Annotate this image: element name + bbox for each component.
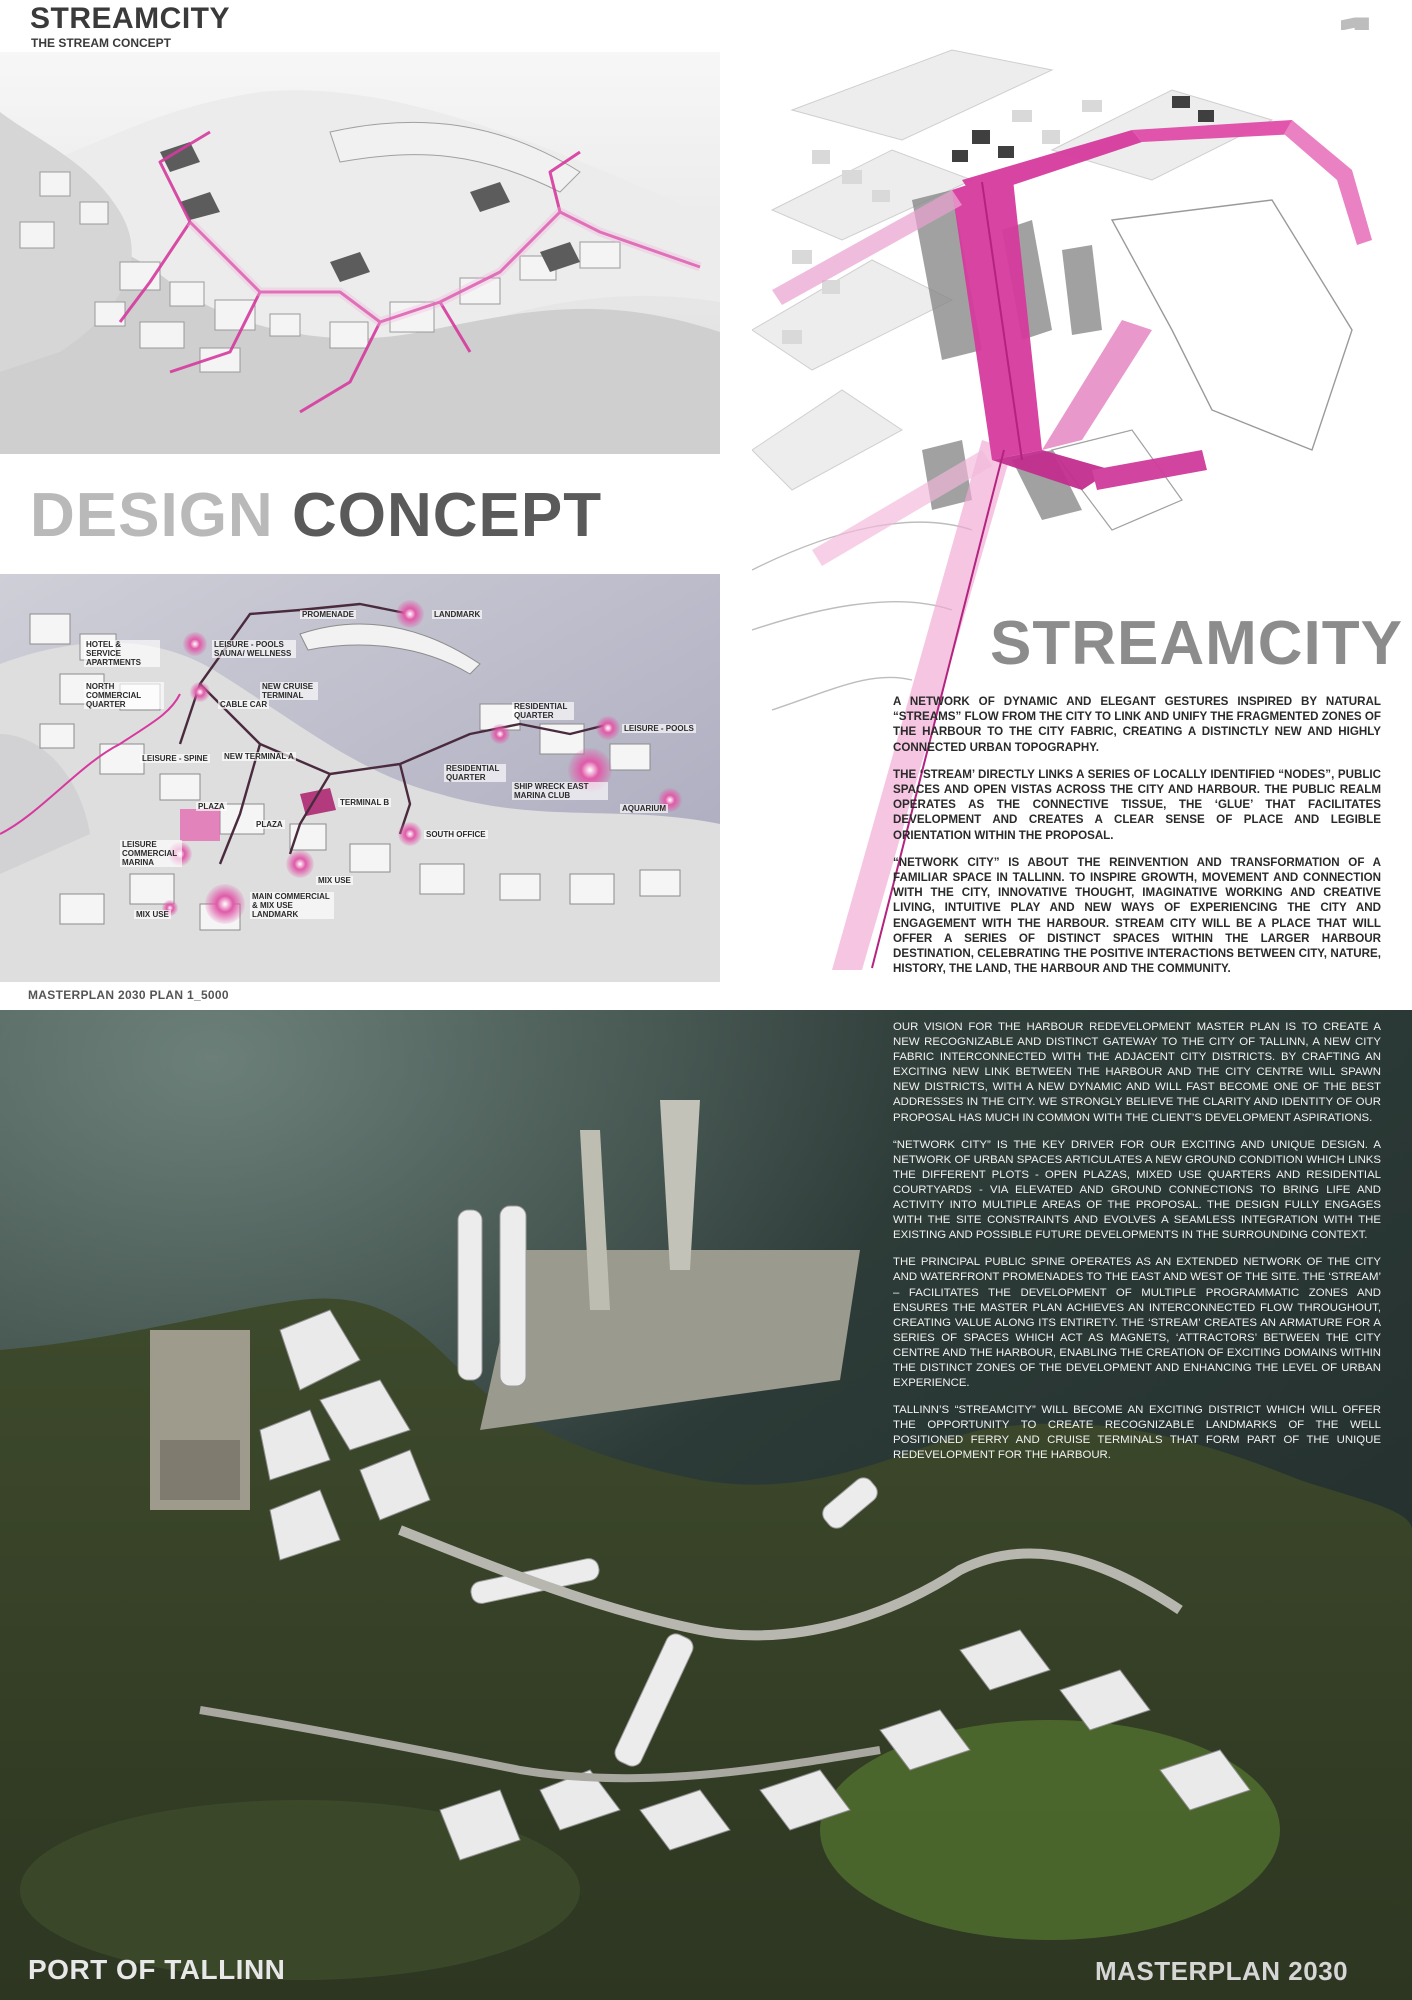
design-concept-word-2: CONCEPT <box>291 481 603 550</box>
design-concept-word-1: DESIGN <box>30 481 274 550</box>
aerial-paragraph: THE PRINCIPAL PUBLIC SPINE OPERATES AS AN EXTENDED NETWORK OF THE CITY AND WATERFRONT PROMENADES TO THE EAST AND WEST OF THE SITE. THE ‘STREAM’ – FACILITATES THE DEVELOPMENT OF MULTIPLE PROGRAMMATIC ZONES AND ENSURES THE MASTER PLAN ACHIEVES AN INTERCONNECTED FLOW THROUGHOUT, CREATING VALUE ALONG ITS ENTIRETY. THE ‘STREAM’ CREATES AN ARMATURE FOR A SERIES OF SPACES WHICH ACT AS MAGNETS, ‘ATTRACTORS’ BETWEEN THE CITY CENTRE AND THE HARBOUR, ENABLING THE CREATION OF EXCITING DOMAINS WITHIN THE DISTINCT ZONES OF THE DEVELOPMENT AND ENHANCING THE LEVEL OF URBAN EXPERIENCE. <box>893 1256 1381 1390</box>
diagram-label: RESIDENTIAL QUARTER <box>444 764 506 782</box>
diagram-label: NEW TERMINAL A <box>224 752 294 761</box>
diagram-label: NEW CRUISE TERMINAL <box>260 682 318 700</box>
diagram-label: RESIDENTIAL QUARTER <box>512 702 574 720</box>
diagram-label: PROMENADE <box>302 610 355 619</box>
diagram-label: LEISURE - POOLS SAUNA/ WELLNESS <box>212 640 296 658</box>
aerial-paragraph: TALLINN’S “STREAMCITY” WILL BECOME AN EXCITING DISTRICT WHICH WILL OFFER THE OPPORTUNITY TO CREATE RECOGNIZABLE LANDMARKS OF THE WELL POSITIONED FERRY AND CRUISE TERMINALS THAT FORM PART OF THE UNIQUE REDEVELOPMENT FOR THE HARBOUR. <box>893 1404 1381 1462</box>
diagram-label: PLAZA <box>198 802 225 811</box>
streamcity-paragraph: THE ‘STREAM’ DIRECTLY LINKS A SERIES OF LOCALLY IDENTIFIED “NODES”, PUBLIC SPACES AND OPEN VISTAS ACROSS THE CITY AND HARBOUR. THE PUBLIC REALM OPERATES AS THE CONNECTIVE TISSUE, THE ‘GLUE’ THAT FACILITATES DEVELOPMENT AND CREATES A CLEAR SENSE OF PLACE AND LEGIBLE ORIENTATION WITHIN THE PROPOSAL. <box>893 767 1381 842</box>
masterplan-caption: MASTERPLAN 2030 PLAN 1_5000 <box>28 988 229 1002</box>
diagram-label: SHIP WRECK EAST MARINA CLUB <box>512 782 608 800</box>
diagram-label: CABLE CAR <box>220 700 268 709</box>
streamcity-paragraph: “NETWORK CITY” IS ABOUT THE REINVENTION AND TRANSFORMATION OF A FAMILIAR SPACE IN TALLINN. TO INSPIRE GROWTH, MOVEMENT AND CONNECTION WITH THE CITY, INNOVATIVE THOUGHT, IMAGINATIVE WORKING AND CREATIVE LIVING, INTUITIVE PLAY AND NEW WAYS OF EXPERIENCING THE CITY AND ENGAGEMENT WITH THE HARBOUR. STREAM CITY WILL BE A PLACE THAT WILL OFFER A SERIES OF DISTINCT SPACES WITHIN THE LARGER HARBOUR DESTINATION, CELEBRATING THE POSITIVE INTERACTIONS BETWEEN CITY, NATURE, HISTORY, THE LAND, THE HARBOUR AND THE COMMUNITY. <box>893 855 1381 976</box>
stream-concept-render-image <box>0 52 720 454</box>
diagram-label: MAIN COMMERCIAL & MIX USE LANDMARK <box>250 892 334 919</box>
diagram-label: LANDMARK <box>434 610 481 619</box>
diagram-label: PLAZA <box>256 820 283 829</box>
attractors-diagram-image <box>0 574 720 982</box>
footer-masterplan-title: MASTERPLAN 2030 <box>1095 1956 1349 1986</box>
diagram-label: LEISURE - SPINE <box>142 754 208 763</box>
design-concept-heading <box>30 480 602 551</box>
diagram-label: TERMINAL B <box>340 798 390 807</box>
stream-concept-render <box>0 52 720 454</box>
poster-subtitle: THE STREAM CONCEPT <box>31 36 172 50</box>
diagram-label: AQUARIUM <box>622 804 666 813</box>
streamcity-heading: STREAMCITY <box>990 609 1403 678</box>
diagram-label: NORTH COMMERCIAL QUARTER <box>84 682 164 709</box>
attractors-diagram <box>0 574 720 982</box>
diagram-label: HOTEL & SERVICE APARTMENTS <box>84 640 160 667</box>
aerial-paragraph: OUR VISION FOR THE HARBOUR REDEVELOPMENT MASTER PLAN IS TO CREATE A NEW RECOGNIZABLE AND DISTINCT GATEWAY TO THE CITY OF TALLINN, A NEW CITY FABRIC INTERCONNECTED WITH THE ADJACENT CITY DISTRICTS. BY CRAFTING AN EXCITING NEW LINK BETWEEN THE HARBOUR AND THE CITY CENTRE WILL SPAWN NEW DISTRICTS, WITH A NEW DYNAMIC AND WILL FAST BECOME ONE OF THE BEST ADDRESSES IN THE CITY. WE STRONGLY BELIEVE THE CLARITY AND IDENTITY OF OUR PROPOSAL HAS MUCH IN COMMON WITH THE CLIENT’S DEVELOPMENT ASPIRATIONS. <box>893 1021 1381 1124</box>
streamcity-paragraph: A NETWORK OF DYNAMIC AND ELEGANT GESTURES INSPIRED BY NATURAL “STREAMS” FLOW FROM THE CITY TO LINK AND UNIFY THE FRAGMENTED ZONES OF THE HARBOUR TO THE CITY FABRIC, CREATING A DISTINCTLY NEW AND HIGHLY CONNECTED URBAN TOPOGRAPHY. <box>893 695 1381 754</box>
diagram-label: LEISURE - POOLS <box>624 724 694 733</box>
aerial-text <box>893 1020 1381 1476</box>
aerial-paragraph: “NETWORK CITY” IS THE KEY DRIVER FOR OUR EXCITING AND UNIQUE DESIGN. A NETWORK OF URBAN SPACES ARTICULATES A NEW GROUND CONDITION WHICH LINKS THE DIFFERENT PLOTS - OPEN PLAZAS, MIXED USE QUARTERS AND RESIDENTIAL COURTYARDS - VIA ELEVATED AND GROUND CONNECTIONS TO BRING LIFE AND ACTIVITY INTO MULTIPLE AREAS OF THE PROPOSAL. THE DESIGN FULLY ENGAGES WITH THE SITE CONSTRAINTS AND EVOLVES A SEAMLESS INTEGRATION WITH THE EXISTING AND POSSIBLE FUTURE DEVELOPMENTS IN THE SURROUNDING CONTEXT. <box>893 1138 1381 1242</box>
diagram-label: SOUTH OFFICE <box>426 830 486 839</box>
footer-port-title: PORT OF TALLINN <box>28 1954 286 1985</box>
streamcity-text <box>893 694 1381 988</box>
poster-title: STREAMCITY <box>30 2 230 35</box>
diagram-label: MIX USE <box>136 910 169 919</box>
diagram-label: LEISURE COMMERCIAL MARINA <box>120 840 182 867</box>
diagram-label: MIX USE <box>318 876 351 885</box>
